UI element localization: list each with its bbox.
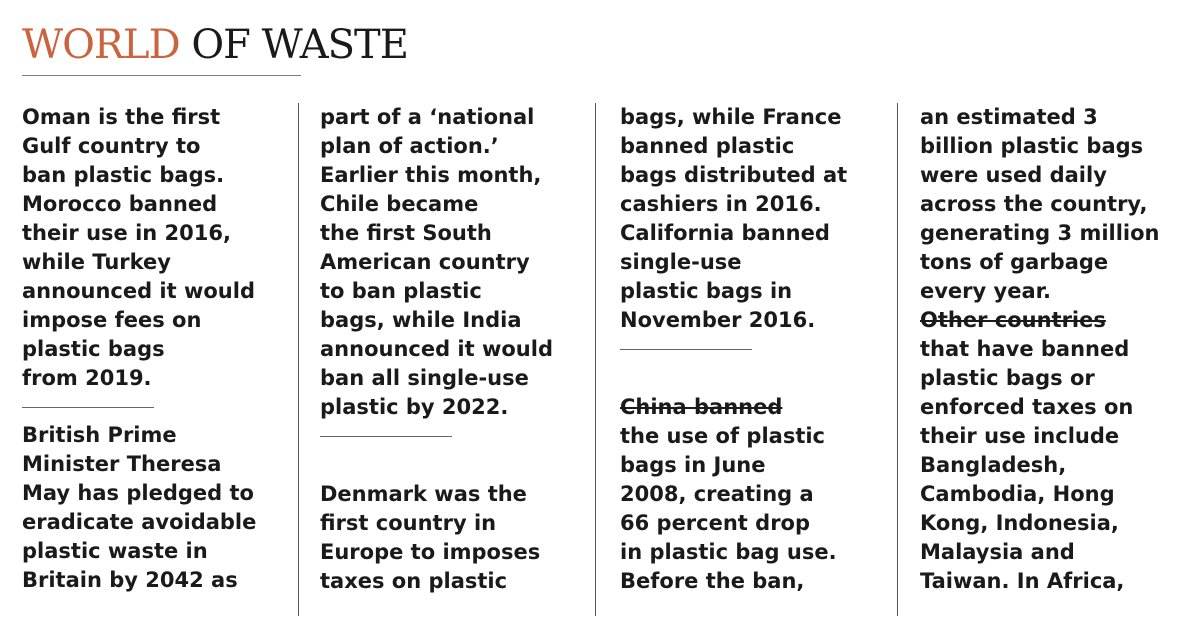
text-line: first country in (320, 511, 497, 535)
text-line: their use in 2016, (22, 221, 231, 245)
text-line: Minister Theresa (22, 452, 222, 476)
text-line: cashiers in 2016. (620, 192, 822, 216)
text-line: Earlier this month, (320, 163, 542, 187)
paragraph-other-countries (920, 103, 1182, 596)
text-column-4 (920, 103, 1182, 596)
text-line: Taiwan. In Africa, (920, 569, 1125, 593)
text-line: Europe to imposes (320, 540, 541, 564)
section-divider (22, 407, 154, 408)
paragraph-chile (320, 103, 582, 422)
text-line: generating 3 million (920, 221, 1160, 245)
text-line: to ban plastic (320, 279, 482, 303)
text-column-3 (620, 103, 882, 596)
text-line: Oman is the first (22, 105, 221, 129)
text-line: billion plastic bags (920, 134, 1144, 158)
text-line: bags, while France (620, 105, 842, 129)
text-line: Cambodia, Hong (920, 482, 1115, 506)
paragraph-britain (22, 421, 284, 595)
paragraph-oman (22, 103, 284, 393)
text-line: Bangladesh, (920, 453, 1067, 477)
text-line: plastic waste in (22, 539, 208, 563)
section-divider (620, 349, 752, 350)
title-underline (22, 75, 301, 76)
text-line: that have banned (920, 337, 1130, 361)
text-line: November 2016. (620, 308, 816, 332)
text-line: bags distributed at (620, 163, 848, 187)
text-line: Morocco banned (22, 192, 218, 216)
text-line: plastic bags (22, 337, 165, 361)
text-line: plan of action.’ (320, 134, 499, 158)
text-line: an estimated 3 (920, 105, 1098, 129)
text-line: plastic bags or (920, 366, 1095, 390)
text-column-1 (22, 103, 284, 595)
text-line: banned plastic (620, 134, 795, 158)
text-line: plastic by 2022. (320, 395, 509, 419)
title-rest: OF WASTE (191, 22, 408, 68)
text-line: from 2019. (22, 366, 152, 390)
text-line: China banned (620, 395, 783, 419)
text-line: across the country, (920, 192, 1148, 216)
section-divider (320, 436, 452, 437)
text-line: single-use (620, 250, 742, 274)
paragraph-denmark (320, 480, 582, 596)
text-line: bags, while India (320, 308, 522, 332)
text-line: Gulf country to (22, 134, 201, 158)
text-line: Malaysia and (920, 540, 1075, 564)
text-line: in plastic bag use. (620, 540, 837, 564)
column-separator (897, 103, 898, 616)
column-separator (298, 103, 299, 616)
text-line: were used daily (920, 163, 1107, 187)
text-line: American country (320, 250, 530, 274)
text-column-2 (320, 103, 582, 596)
text-line: tons of garbage (920, 250, 1109, 274)
text-line: 66 percent drop (620, 511, 811, 535)
text-line: impose fees on (22, 308, 202, 332)
text-line: every year. (920, 279, 1051, 303)
text-line: ban all single-use (320, 366, 529, 390)
text-line: Kong, Indonesia, (920, 511, 1119, 535)
text-line: California banned (620, 221, 830, 245)
text-line: British Prime (22, 423, 177, 447)
text-line: ban plastic bags. (22, 163, 225, 187)
text-line: Before the ban, (620, 569, 805, 593)
text-line: 2008, creating a (620, 482, 814, 506)
text-line: while Turkey (22, 250, 171, 274)
text-line: announced it would (22, 279, 255, 303)
article-title (22, 18, 408, 72)
text-line: bags in June (620, 453, 766, 477)
text-line: Denmark was the (320, 482, 527, 506)
text-line: May has pledged to (22, 481, 254, 505)
text-line: part of a ‘national (320, 105, 535, 129)
text-line: Other countries (920, 308, 1106, 332)
text-line: the first South (320, 221, 492, 245)
text-line: their use include (920, 424, 1120, 448)
paragraph-china (620, 393, 882, 596)
title-accent: WORLD (22, 22, 180, 68)
text-line: plastic bags in (620, 279, 793, 303)
column-separator (595, 103, 596, 616)
text-line: Britain by 2042 as (22, 568, 238, 592)
text-line: the use of plastic (620, 424, 826, 448)
text-line: Chile became (320, 192, 479, 216)
text-line: eradicate avoidable (22, 510, 257, 534)
text-line: taxes on plastic (320, 569, 508, 593)
text-line: announced it would (320, 337, 553, 361)
text-line: enforced taxes on (920, 395, 1134, 419)
paragraph-france (620, 103, 882, 335)
